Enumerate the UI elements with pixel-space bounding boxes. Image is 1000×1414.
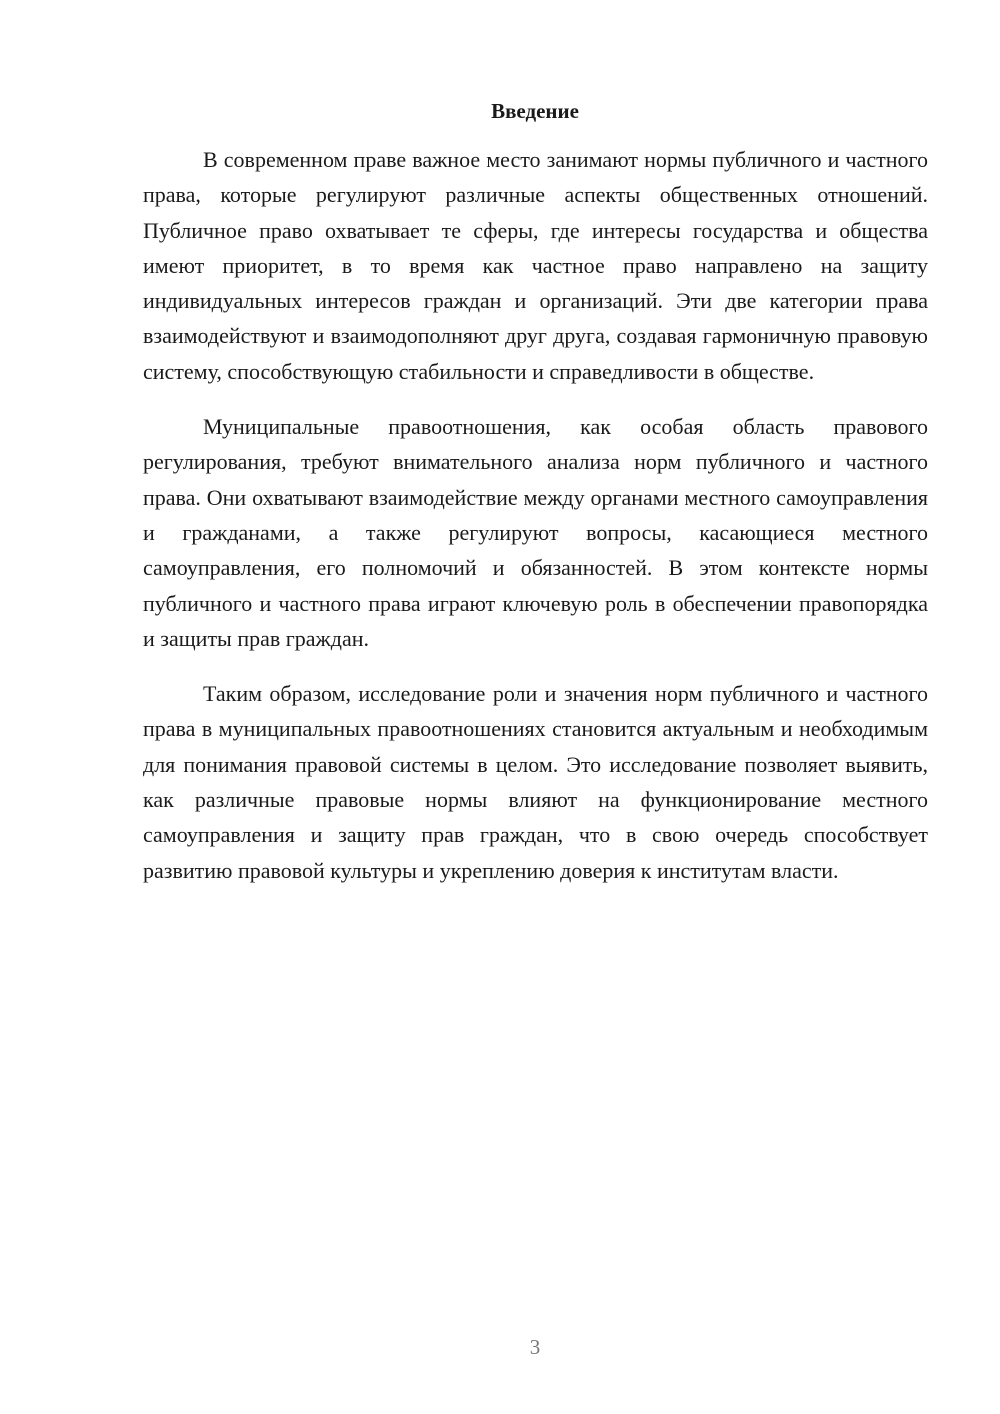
section-title: Введение (491, 99, 579, 123)
paragraph-2: Муниципальные правоотношения, как особая область правового регулирования, требуют внимательного анализа норм публичного и частного права. Они охватывают взаимодействие между органами местного самоуправления и гражданами, а также регулируют вопросы, касающиеся местного самоуправления, его полномочий и обязанностей. В этом контексте нормы публичного и частного права играют ключевую роль в обеспечении правопорядка и защиты прав граждан. (143, 414, 928, 651)
body-text (143, 142, 928, 888)
page-number: 3 (529, 1335, 541, 1359)
paragraph-1: В современном праве важное место занимают нормы публичного и частного права, которые регулируют различные аспекты общественных отношений. Публичное право охватывает те сферы, где интересы государства и общества имеют приоритет, в то время как частное право направлено на защиту индивидуальных интересов граждан и организаций. Эти две категории права взаимодействуют и взаимодополняют друг друга, создавая гармоничную правовую систему, способствующую стабильности и справедливости в обществе. (143, 147, 928, 384)
paragraph-3: Таким образом, исследование роли и значения норм публичного и частного права в муниципальных правоотношениях становится актуальным и необходимым для понимания правовой системы в целом. Это исследование позволяет выявить, как различные правовые нормы влияют на функционирование местного самоуправления и защиту прав граждан, что в свою очередь способствует развитию правовой культуры и укреплению доверия к институтам власти. (143, 681, 928, 883)
